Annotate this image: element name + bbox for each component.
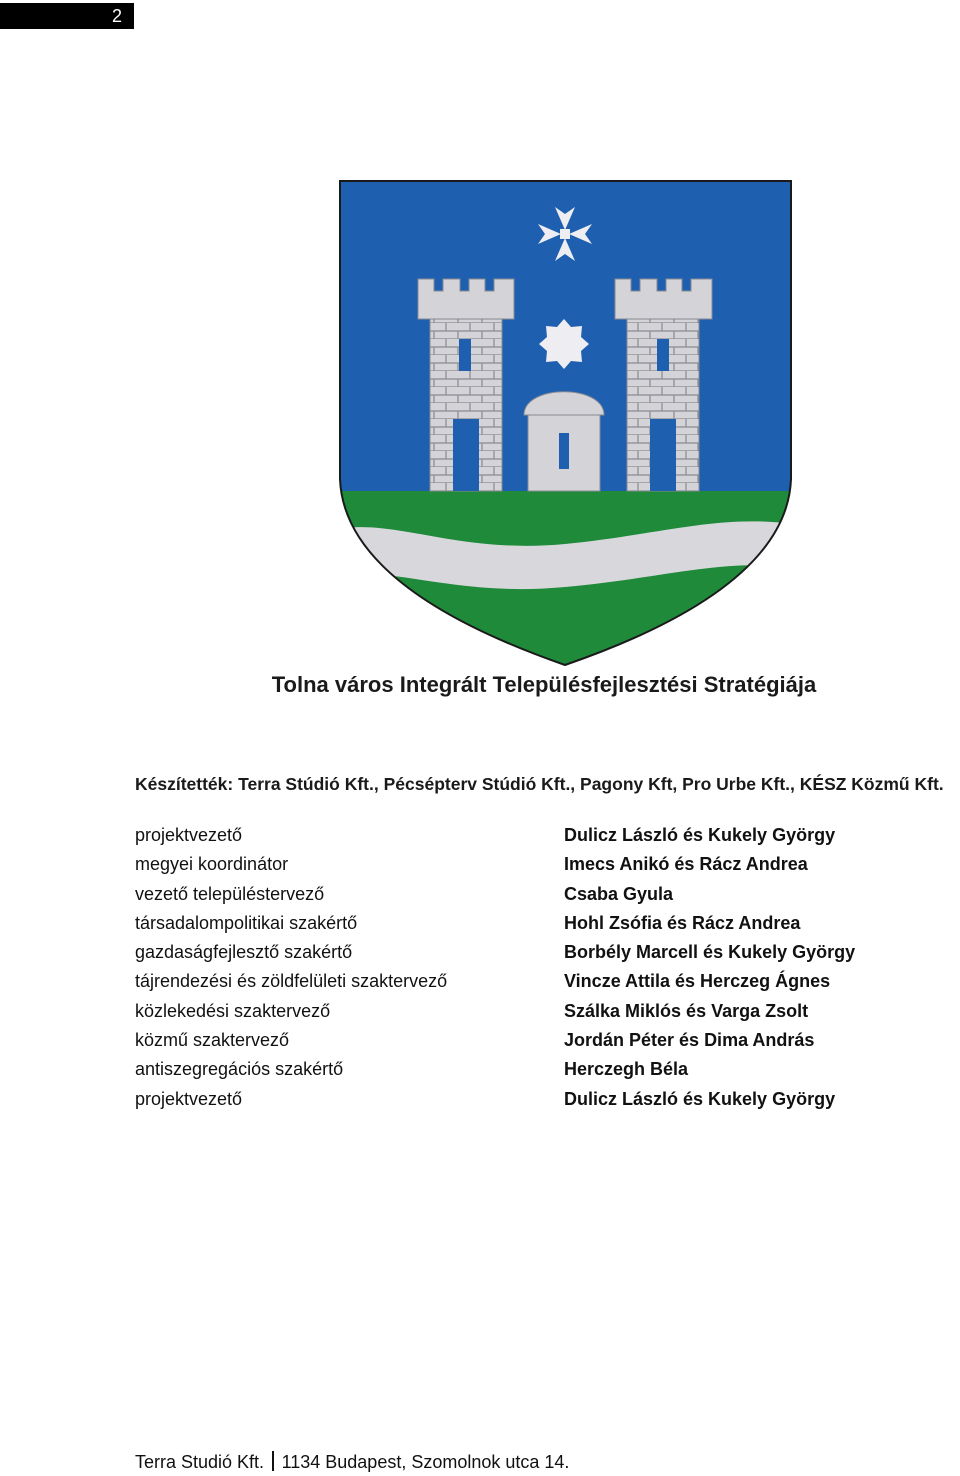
- footer-separator: [272, 1451, 274, 1471]
- team-name: Dulicz László és Kukely György: [564, 825, 836, 845]
- team-name: Szálka Miklós és Varga Zsolt: [564, 1000, 809, 1021]
- authors-line: Készítették: Terra Stúdió Kft., Pécsépterv Stúdió Kft., Pagony Kft, Pro Urbe Kft., KÉSZ Közmű Kft.: [135, 774, 944, 794]
- team-name: Jordán Péter és Dima András: [564, 1030, 815, 1051]
- team-role: gazdaságfejlesztő szakértő: [135, 942, 353, 963]
- footer-company: Terra Studió Kft.: [135, 1452, 265, 1472]
- team-role: megyei koordinátor: [135, 854, 289, 875]
- team-name: Imecs Anikó és Rácz Andrea: [564, 854, 808, 875]
- team-names-list: [564, 823, 855, 1116]
- team-role: projektvezető: [135, 1088, 243, 1109]
- page-footer: [135, 1451, 569, 1473]
- team-name: Dulicz László és Kukely György: [564, 1088, 836, 1109]
- team-role: tájrendezési és zöldfelületi szaktervező: [135, 971, 448, 992]
- team-role: közlekedési szaktervező: [135, 1000, 331, 1021]
- footer-address: 1134 Budapest, Szomolnok utca 14.: [281, 1452, 570, 1472]
- team-name: Herczegh Béla: [564, 1059, 689, 1080]
- team-name: Vincze Attila és Herczeg Ágnes: [564, 971, 831, 992]
- team-name: Borbély Marcell és Kukely György: [564, 942, 856, 963]
- team-name: Hohl Zsófia és Rácz Andrea: [564, 912, 801, 933]
- team-name: Csaba Gyula: [564, 883, 674, 904]
- team-role: közmű szaktervező: [135, 1030, 290, 1051]
- team-role: antiszegregációs szakértő: [135, 1059, 344, 1080]
- team-role: vezető településtervező: [135, 883, 325, 904]
- team-role: társadalompolitikai szakértő: [135, 912, 358, 933]
- document-title: Tolna város Integrált Településfejlesztési Stratégiája: [271, 672, 817, 697]
- page-number: 2: [0, 3, 134, 29]
- coat-of-arms-image: [338, 179, 793, 667]
- team-role: projektvezető: [135, 825, 243, 845]
- team-roles-list: [135, 823, 447, 1116]
